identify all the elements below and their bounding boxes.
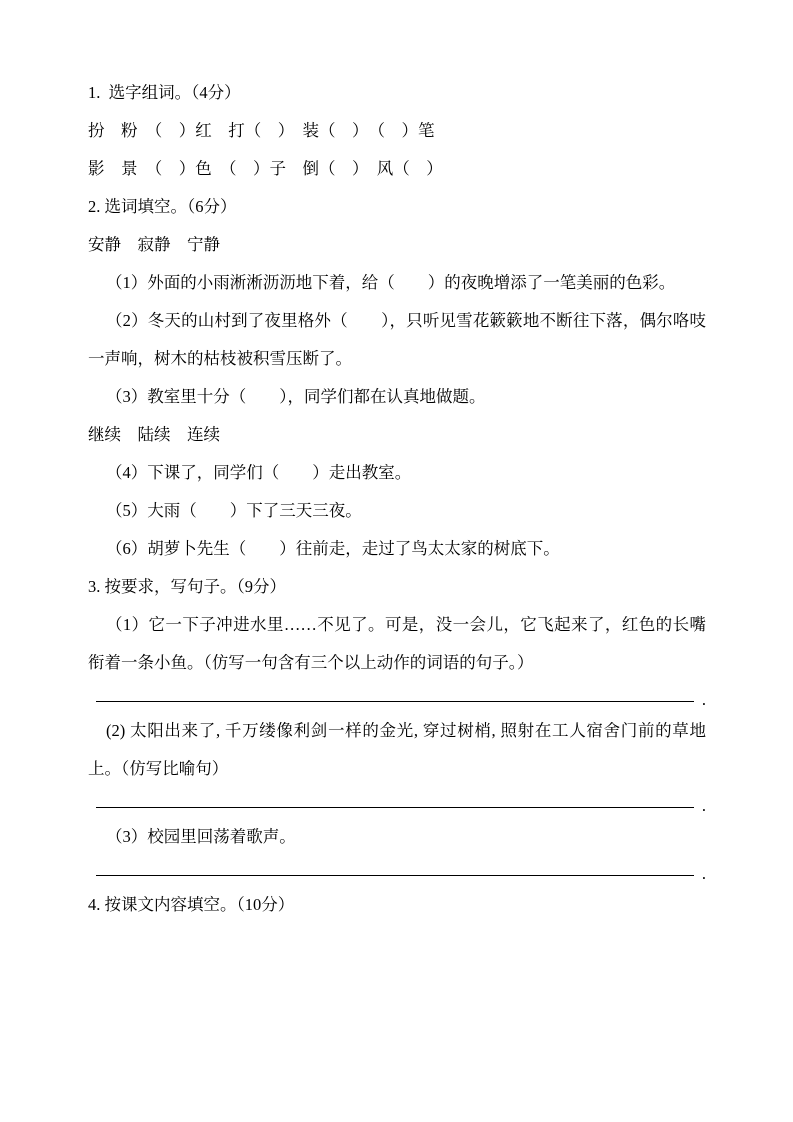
answer-rule-line [96,807,694,808]
answer-line-1[interactable] [88,688,706,708]
section-3-item-2: (2) 太阳出来了, 千万缕像利剑一样的金光, 穿过树梢, 照射在工人宿舍门前的草地上。（仿写比喻句） [88,721,706,778]
section-2-item-1: （1）外面的小雨淅淅沥沥地下着，给（ ）的夜晚增添了一笔美丽的色彩。 [106,273,676,292]
answer-rule-line [96,701,694,702]
answer-line-3[interactable] [88,862,706,882]
section-2-item-2: （2）冬天的山村到了夜里格外（ ），只听见雪花簌簌地不断往下落，偶尔咯吱一声响，树木的枯枝被积雪压断了。 [88,311,706,368]
section-4-heading: 4. 按课文内容填空。（10分） [88,895,295,914]
answer-end-mark-2: . [701,796,706,815]
section-2-wordbank-1: 安静 寂静 宁静 [88,235,220,254]
section-3-item-3: （3）校园里回荡着歌声。 [106,827,296,846]
answer-end-mark-3: . [701,864,706,883]
section-2-item-5: （5）大雨（ ）下了三天三夜。 [106,501,362,520]
section-3-heading: 3. 按要求，写句子。（9分） [88,577,286,596]
answer-rule-line [96,875,694,876]
section-2-heading: 2. 选词填空。（6分） [88,197,237,216]
worksheet-content [88,74,706,924]
section-1-heading: 1. 选字组词。（4分） [88,83,241,102]
section-2-item-4: （4）下课了，同学们（ ）走出教室。 [106,463,412,482]
section-3-item-1: （1）它一下子冲进水里……不见了。可是，没一会儿，它飞起来了，红色的长嘴衔着一条小鱼。（仿写一句含有三个以上动作的词语的句子。） [88,615,706,672]
section-2-wordbank-2: 继续 陆续 连续 [88,425,220,444]
answer-line-2[interactable] [88,794,706,814]
section-2-item-3: （3）教室里十分（ ），同学们都在认真地做题。 [106,387,486,406]
section-1-row-1: 扮 粉 （ ）红 打（ ） 装（ ） （ ）笔 [88,121,435,140]
section-1-row-2: 影 景 （ ）色 （ ）子 倒（ ） 风（ ） [88,159,443,178]
section-2-item-6: （6）胡萝卜先生（ ）往前走，走过了鸟太太家的树底下。 [106,539,560,558]
answer-end-mark-1: . [701,690,706,709]
